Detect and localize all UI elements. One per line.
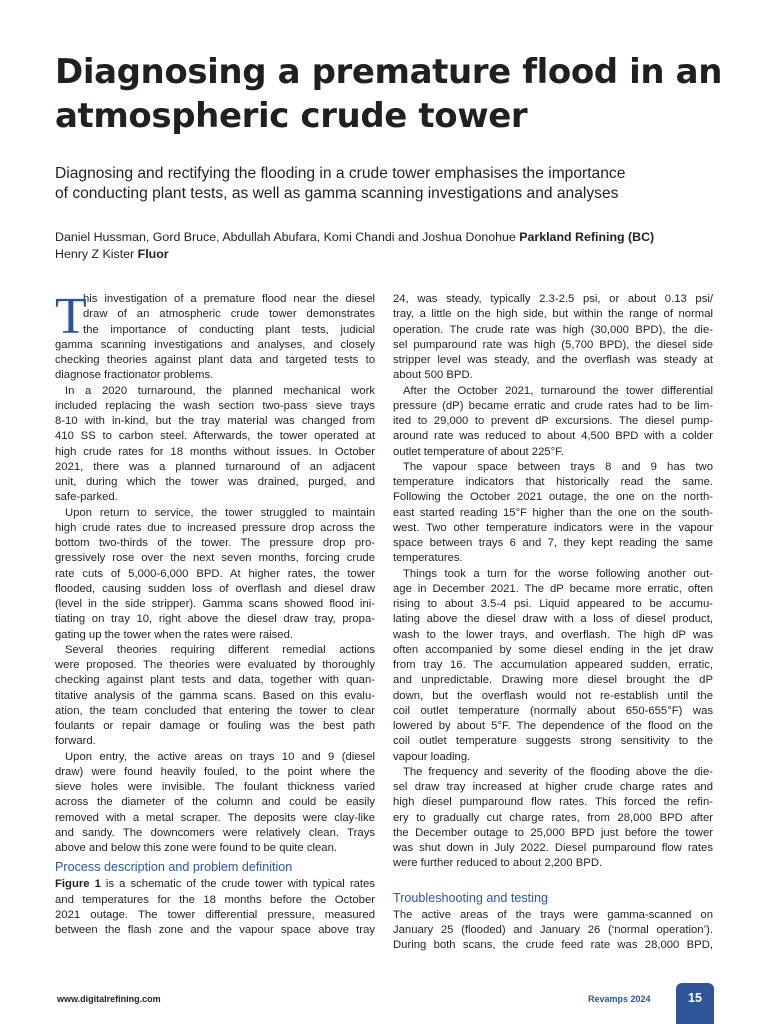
title-line: atmospheric crude tower — [55, 96, 528, 136]
body-text-line: operation. The crude rate was high (30,000 BPD), the die- — [393, 323, 713, 336]
body-text-line: the December outage to 25,000 BPD just before the tower — [393, 826, 713, 839]
body-text-line: Upon entry, the active areas on trays 10 and 9 (diesel — [65, 750, 375, 763]
body-column-right — [393, 292, 713, 954]
body-text-line: sieve holes were invisible. The foulant thickness varied — [55, 781, 375, 793]
author-line — [55, 246, 745, 263]
article-subtitle — [55, 164, 735, 204]
body-text-line: stripper level was steady, and the overflash was steady at — [393, 354, 713, 366]
body-text-line: around rate was reduced to about 4,500 BPD with a colder — [393, 430, 713, 443]
figure-reference[interactable]: Figure 1 — [55, 878, 101, 891]
body-text-line: Following the October 2021 outage, the one on the north- — [393, 491, 713, 504]
section-spacer — [393, 872, 713, 887]
author-names: Henry Z Kister — [55, 247, 138, 261]
body-text-line: tiating on tray 10, right above the diesel draw tray, propa- — [55, 613, 375, 626]
footer-website-link[interactable]: www.digitalrefining.com — [57, 994, 161, 1004]
body-text-line: titative analysis of the gamma scans. Based on this evalu- — [55, 689, 375, 702]
body-text-line: 2021, there was a planned turnaround of an adjacent — [55, 460, 375, 473]
body-text-line: across the diameter of the column and could be easily — [55, 796, 375, 809]
body-text-line: The frequency and severity of the flooding above the die- — [403, 765, 713, 778]
body-text-line: Things took a turn for the worse following another out- — [403, 567, 713, 580]
body-text-line: temperatures. — [393, 552, 463, 565]
subtitle-line: Diagnosing and rectifying the flooding in a crude tower emphasises the importance — [55, 165, 626, 182]
body-text-line: forward. — [55, 735, 96, 748]
body-text-line: from tray 16. The accumulation appeared sudden, erratic, — [393, 659, 713, 671]
body-text-line: and temperatures for the 18 months before the October — [55, 893, 375, 906]
footer-publication: Revamps 2024 — [588, 994, 651, 1004]
body-text-line: east started reading 15°F higher than the one on the south- — [393, 506, 713, 519]
body-text-line: lowered by about 5°F. The dependence of the flood on the — [393, 720, 713, 732]
body-text-line: tray, a little on the high side, but within the range of normal — [393, 308, 713, 321]
body-text-line: After the October 2021, turnaround the tower differential — [403, 384, 713, 397]
body-text-line: gating up the tower when the rates were raised. — [55, 628, 294, 641]
body-text-line: ation, the team concluded that entering the tower to clear — [55, 704, 375, 717]
page-number-tab — [676, 983, 714, 1024]
body-text-line: space between trays 6 and 7, they kept reading the same — [393, 537, 713, 549]
article-title — [55, 50, 735, 138]
body-text-line: checking against plant tests and data, together with quan- — [55, 674, 375, 687]
body-text-line: rate cuts of 5,000-6,000 BPD. At higher rates, the tower — [55, 567, 375, 580]
section-heading-wrap — [55, 856, 375, 877]
body-text-line: foulants or repair damage or fouling was the best path — [55, 720, 375, 732]
body-text-fragment: is a schematic of the crude tower with typical rates — [100, 878, 375, 891]
body-text-line: During both scans, the crude feed rate was 28,000 BPD, — [393, 939, 713, 952]
body-text-line: high crude rates due to increased pressure drop across the — [55, 521, 375, 534]
body-text-line: wash to the lower trays, and overflash. The high dP was — [393, 628, 713, 641]
body-text-line: gamma scanning investigations and analyses, and closely — [55, 338, 375, 351]
body-text-line: often accompanied by some diesel ending in the jet draw — [393, 643, 713, 656]
section-heading: Process description and problem definition — [55, 860, 293, 875]
body-text-line: 410 SS to carbon steel. Afterwards, the tower operated at — [55, 430, 375, 443]
author-affiliation: Parkland Refining (BC) — [519, 230, 655, 244]
page-number: 15 — [688, 991, 702, 1005]
body-text-line: were further reduced to about 2,200 BPD. — [393, 857, 603, 870]
body-text-line: outlet temperature of about 225°F. — [393, 445, 564, 458]
drop-cap: T — [55, 288, 87, 345]
body-text-line: coil outlet temperature (normally about 650-655°F) was — [393, 704, 713, 717]
author-list — [55, 229, 745, 263]
body-text-line: flooded, causing sudden loss of overflash and diesel draw — [55, 582, 375, 595]
body-text-line: and unpredictable. Drawing more diesel brought the dP — [393, 674, 713, 687]
body-text-line: were proposed. The theories were evaluated by thoroughly — [55, 659, 375, 671]
body-text-line: about 500 BPD. — [393, 369, 473, 382]
body-text-line: vapour loading. — [393, 750, 471, 763]
body-text-line: high crude rates for 18 months without issues. In October — [55, 445, 375, 458]
section-heading: Troubleshooting and testing — [393, 890, 548, 905]
body-text-line: his investigation of a premature flood near the diesel — [83, 293, 375, 305]
body-text-line: In a 2020 turnaround, the planned mechanical work — [65, 384, 375, 397]
body-text-line: lating above the diesel draw with a loss of diesel product, — [393, 613, 713, 626]
author-affiliation: Fluor — [137, 247, 169, 261]
body-text-line: gressively rose over the next seven months, forcing crude — [55, 552, 375, 565]
body-text-line: pressure (dP) became erratic and crude rates had to be lim- — [393, 399, 713, 412]
body-text-line: and sandy. The downcomers were relatively clean. Trays — [55, 826, 375, 839]
body-text-line: ery to gradually cut charge rates, from 28,000 BPD after — [393, 811, 713, 824]
body-text-line: ited to 29,000 to prevent dP excursions. The diesel pump- — [393, 415, 713, 427]
body-text-line: above and below this zone were found to be quite clean. — [55, 842, 337, 854]
body-text-line: sel pumparound rate was high (5,700 BPD), the diesel side — [393, 338, 713, 351]
body-text-line: 24, was steady, typically 2.3-2.5 psi, or about 0.13 psi/ — [393, 293, 713, 305]
body-text-line: temperature indicators that historically read the same. — [393, 476, 713, 488]
body-text-line: (level in the side stripper). Gamma scans showed flood ini- — [55, 598, 375, 610]
body-text-line: sel draw tray increased at higher crude charge rates and — [393, 781, 713, 793]
body-text-line: rising to about 3.5-4 psi. Liquid appeared to be accumu- — [393, 598, 713, 610]
subtitle-line: of conducting plant tests, as well as gamma scanning investigations and analyses — [55, 185, 619, 202]
body-text-line: included replacing the wash section two-pass sieve trays — [55, 399, 375, 412]
body-text-line: Several theories requiring different remedial actions — [65, 643, 375, 656]
body-text-line: coil outlet temperature suggests strong sensitivity to the — [393, 735, 713, 748]
body-text-line: diagnose fractionator problems. — [55, 369, 214, 382]
body-column-left — [55, 288, 375, 938]
body-text-line: draw of an atmospheric crude tower demonstrates — [83, 308, 375, 321]
body-text-line: safe-parked. — [55, 491, 118, 504]
body-text-line: down, but the overflash would not re-establish until the — [393, 689, 713, 702]
section-heading-wrap — [393, 887, 713, 908]
body-text-line: unit, during which the tower was drained, purged, and — [55, 476, 375, 488]
body-text-line — [55, 877, 375, 892]
body-text-line: The active areas of the trays were gamma-scanned on — [393, 908, 713, 921]
body-text-line: removed with a metal scraper. The deposits were clay-like — [55, 811, 375, 824]
title-line: Diagnosing a premature flood in an — [55, 52, 723, 92]
body-text-line: between the flash zone and the vapour space above tray — [55, 924, 375, 936]
body-text-line: The vapour space between trays 8 and 9 has two — [403, 460, 713, 473]
body-text-line: high diesel pumparound flow rates. This forced the refin- — [393, 796, 713, 809]
body-text-line: age in December 2021. The dP became more erratic, often — [393, 582, 713, 595]
body-text-line: 8-10 with in-kind, but the tray material was changed from — [55, 415, 375, 427]
body-text-line: draw) were found heavily fouled, to the point where the — [55, 765, 375, 778]
body-text-line: January 25 (flooded) and January 26 (‘normal operation’). — [393, 924, 713, 936]
body-text-line: 2021 outage. The tower differential pressure, measured — [55, 908, 375, 921]
author-names: Daniel Hussman, Gord Bruce, Abdullah Abufara, Komi Chandi and Joshua Donohue — [55, 230, 520, 244]
body-text-line: was shut down in July 2022. Diesel pumparound flow rates — [393, 842, 713, 854]
body-text-line: the importance of conducting plant tests, judicial — [83, 323, 375, 336]
body-text-line: Upon return to service, the tower struggled to maintain — [65, 506, 375, 519]
body-text-line: west. Two other temperature indicators were in the vapour — [393, 521, 713, 534]
author-line — [55, 229, 745, 246]
body-text-line: checking theories against plant data and targeted tests to — [55, 354, 375, 366]
body-text-line: bottom two-thirds of the tower. The pressure drop pro- — [55, 537, 375, 549]
